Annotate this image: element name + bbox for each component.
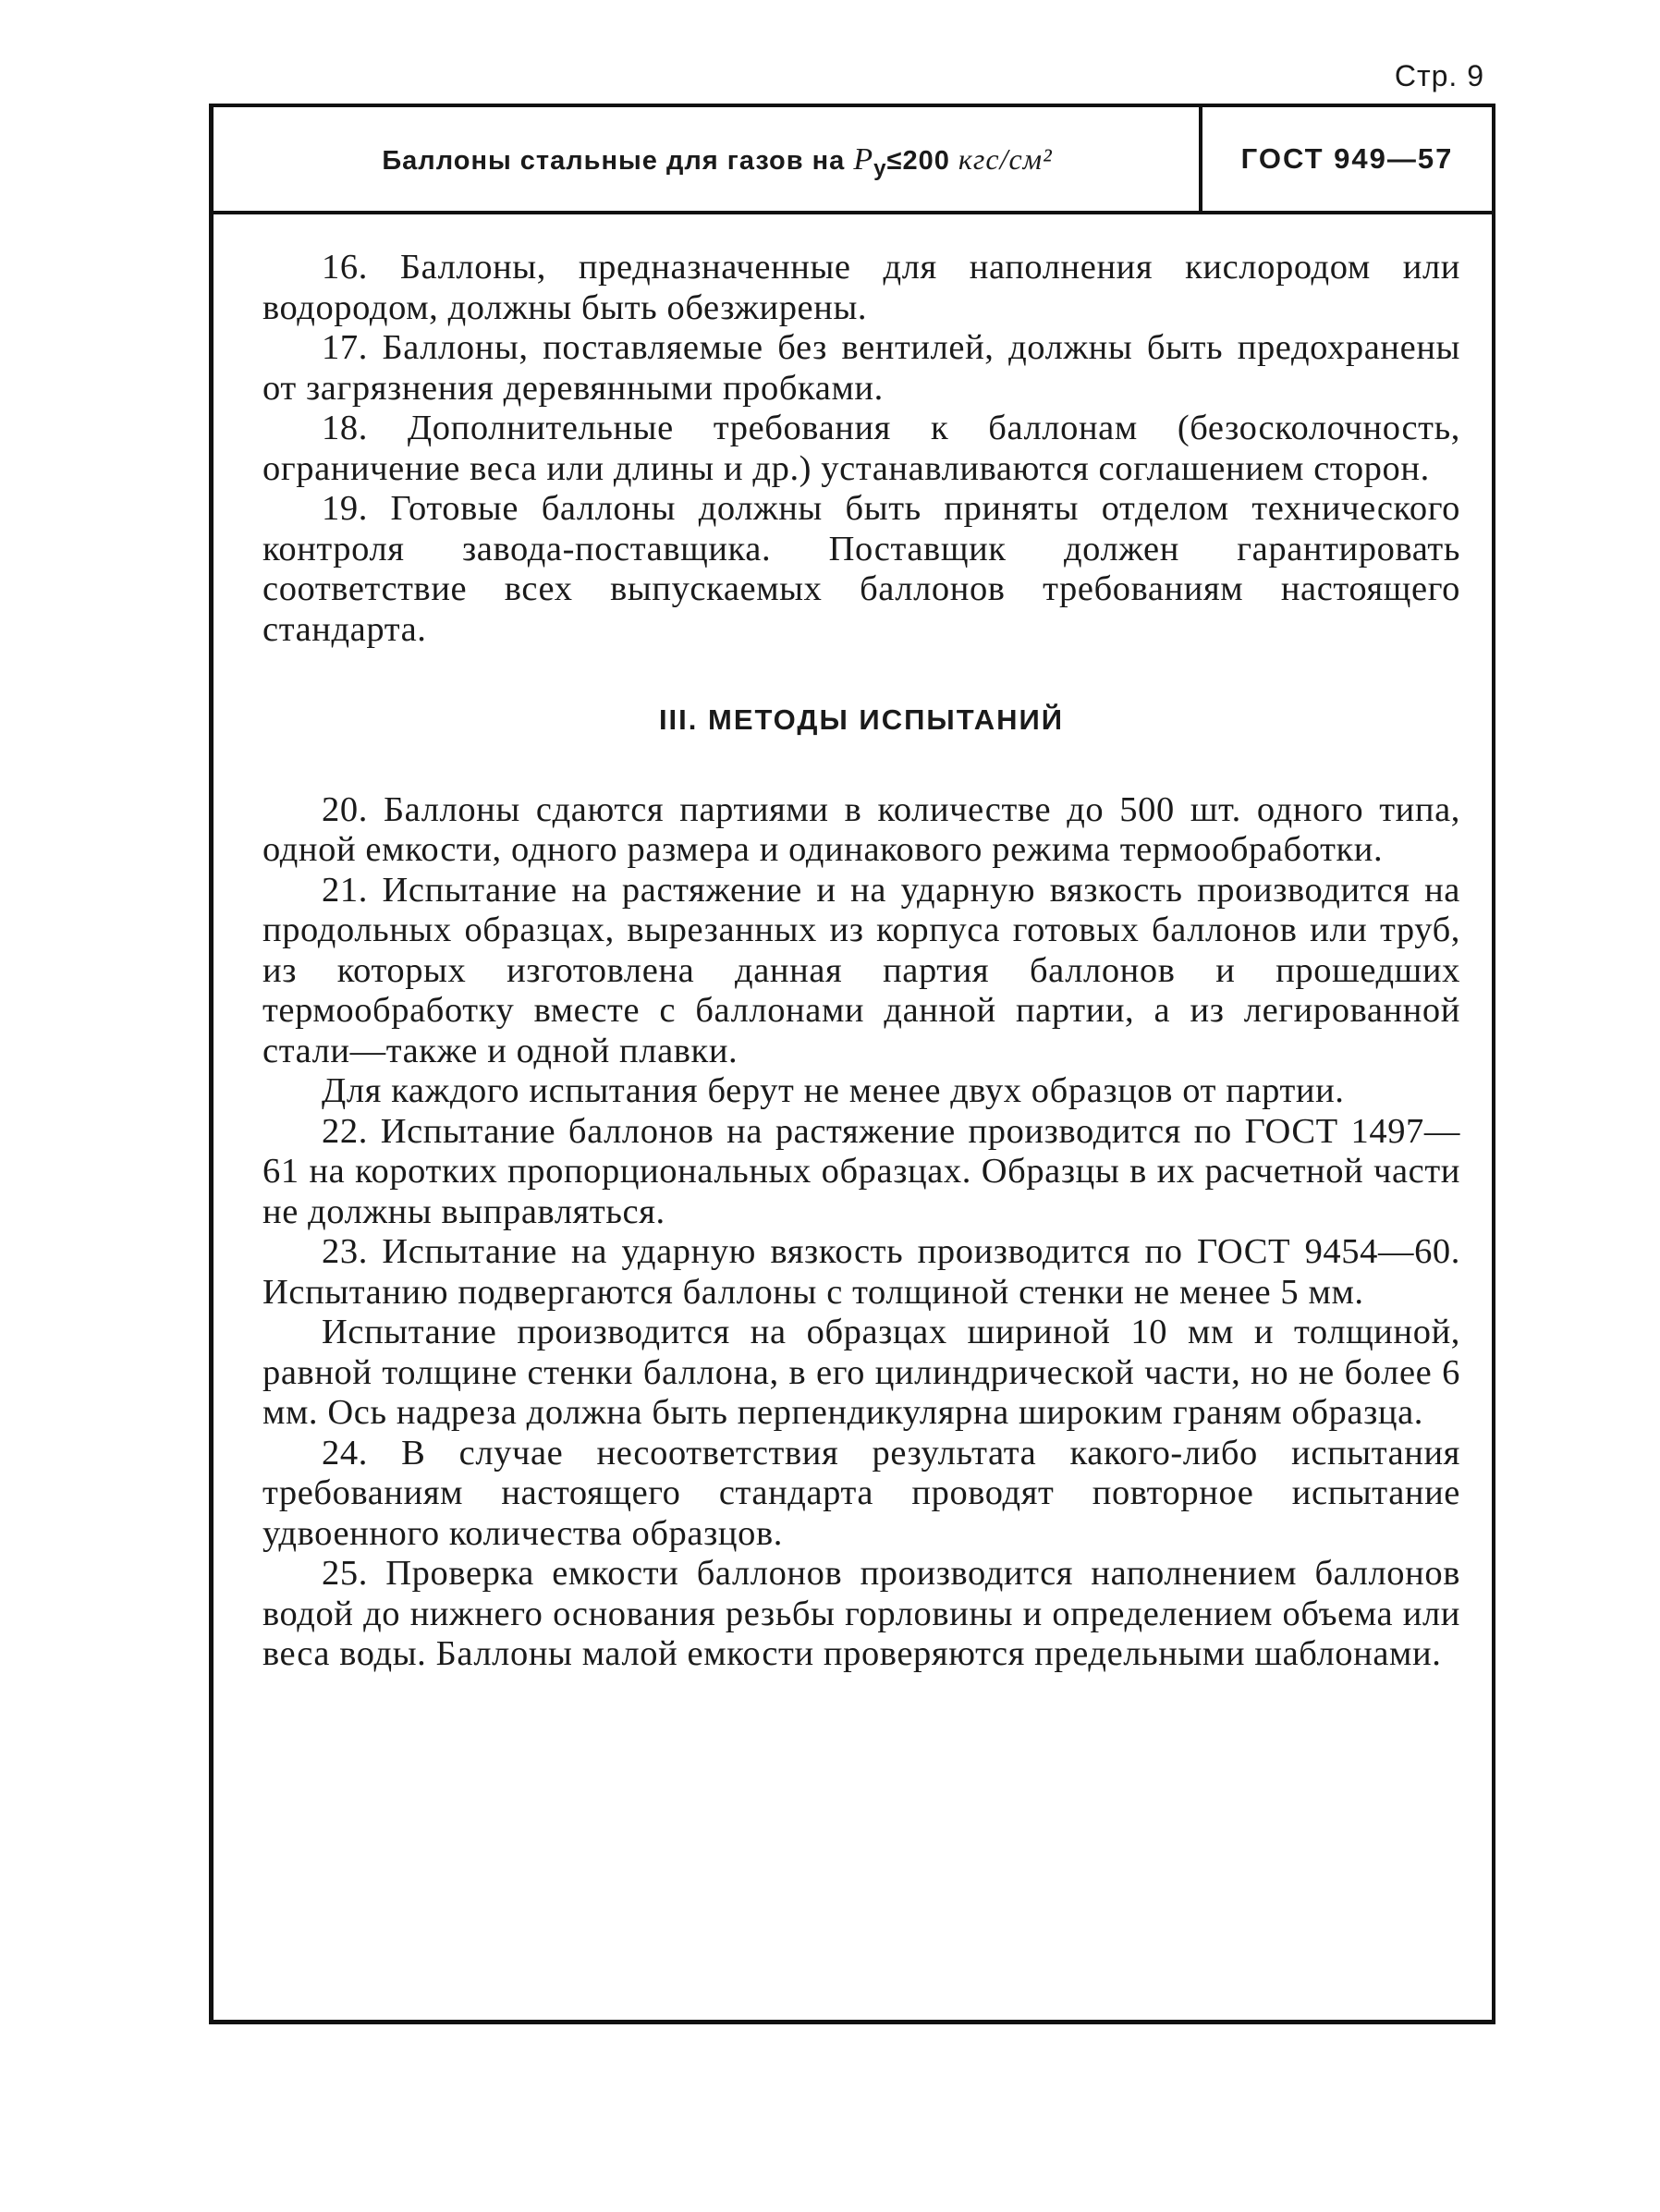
title-unit: кгс/см²: [958, 142, 1053, 176]
title-main: Баллоны стальные для газов на: [382, 146, 854, 176]
paragraph-22: 22. Испытание баллонов на растяжение производится по ГОСТ 1497—61 на коротких пропорциональных образцах. Образцы в их расчетной части не должны выправляться.: [262, 1111, 1460, 1231]
title-subscript: у: [873, 155, 887, 181]
paragraph-20: 20. Баллоны сдаются партиями в количестве до 500 шт. одного типа, одной емкости, одного размера и одинакового режима термообработки.: [262, 789, 1460, 869]
paragraph-19: 19. Готовые баллоны должны быть приняты отделом технического контроля завода-поставщика. Поставщик должен гарантировать соответствие всех выпускаемых баллонов требованиям настоящего стандарта.: [262, 489, 1460, 649]
title-symbol: P: [853, 142, 874, 177]
document-title: [232, 107, 1202, 211]
paragraph-21: 21. Испытание на растяжение и на ударную вязкость производится на продольных образцах, вырезанных из корпуса готовых баллонов или труб, из которых изготовлена данная партия баллонов и прошедших термообработку вместе с баллонами данной партии, а из легированной стали—также и одной плавки.: [262, 870, 1460, 1070]
document-header: [214, 107, 1492, 214]
paragraph-18: 18. Дополнительные требования к баллонам (безосколочность, ограничение веса или длины и др.) устанавливаются соглашением сторон.: [262, 409, 1460, 488]
page-frame: [209, 104, 1495, 2024]
section-title: III. МЕТОДЫ ИСПЫТАНИЙ: [658, 703, 1065, 736]
paragraph-17: 17. Баллоны, поставляемые без вентилей, должны быть предохранены от загрязнения деревянными пробками.: [262, 328, 1460, 408]
paragraph-23: 23. Испытание на ударную вязкость производится по ГОСТ 9454—60. Испытанию подвергаются баллоны с толщиной стенки не менее 5 мм.: [262, 1232, 1460, 1312]
paragraph-24: 24. В случае несоответствия результата какого-либо испытания требованиям настоящего стандарта проводят повторное испытание удвоенного количества образцов.: [262, 1433, 1460, 1553]
paragraph-23-continued: Испытание производится на образцах шириной 10 мм и толщиной, равной толщине стенки баллона, в его цилиндрической части, но не более 6 мм. Ось надреза должна быть перпендикулярна широким граням образца.: [262, 1313, 1460, 1432]
document-body: [262, 248, 1460, 1675]
paragraph-16: 16. Баллоны, предназначенные для наполнения кислородом или водородом, должны быть обезжирены.: [262, 248, 1460, 327]
page-number: Стр. 9: [1394, 59, 1484, 92]
paragraph-21-continued: Для каждого испытания берут не менее двух образцов от партии.: [322, 1071, 1345, 1110]
standard-code: ГОСТ 949—57: [1240, 142, 1454, 175]
title-relation: ≤200: [886, 146, 958, 176]
paragraph-25: 25. Проверка емкости баллонов производится наполнением баллонов водой до нижнего основания резьбы горловины и определением объема или веса воды. Баллоны малой емкости проверяются предельными шаблонами.: [262, 1554, 1460, 1673]
